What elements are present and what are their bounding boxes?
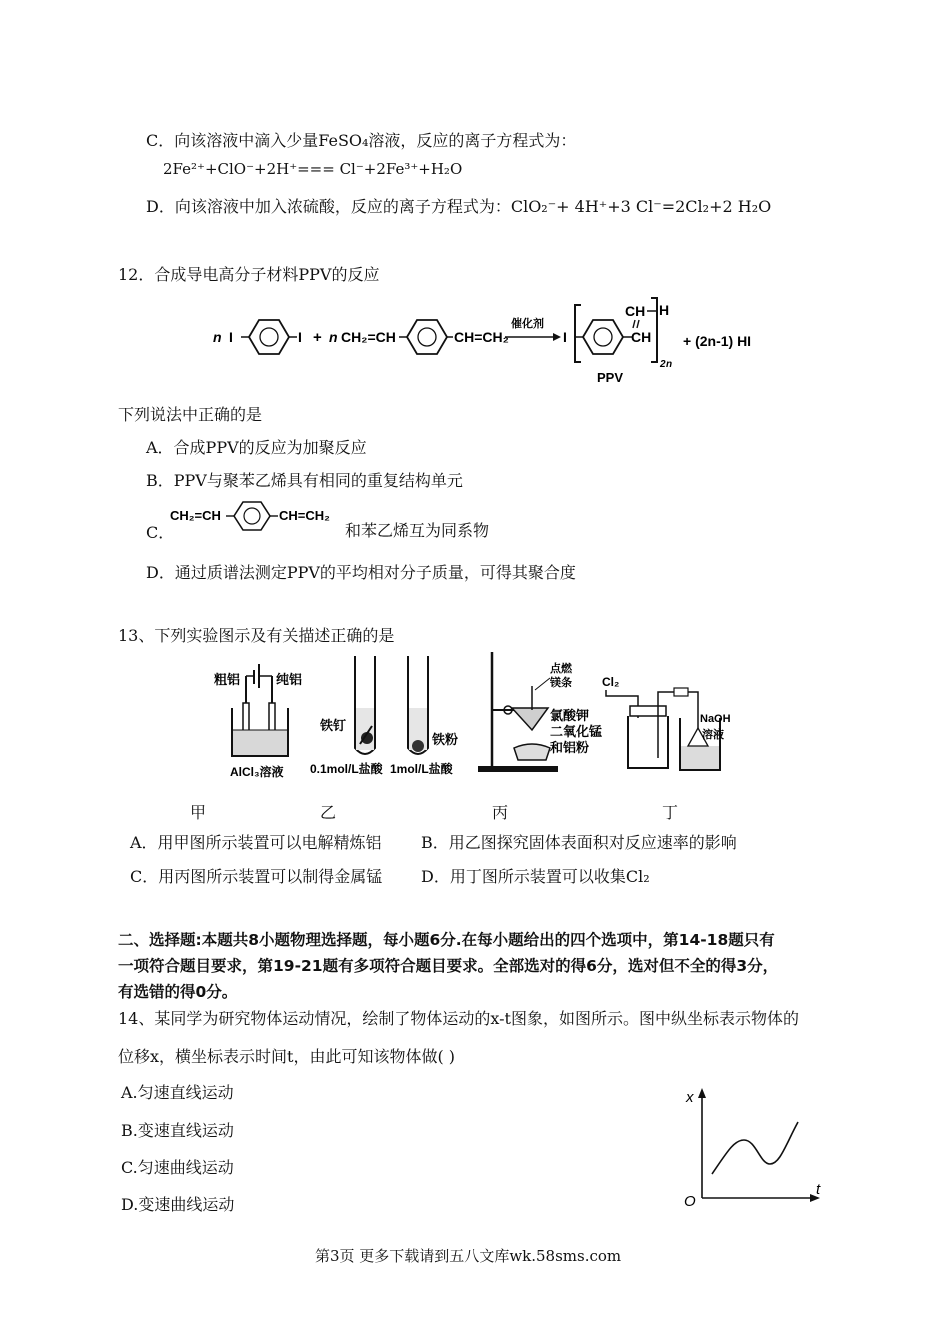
section2-line2: 一项符合题目要求，第19-21题有多项符合题目要求。全部选对的得6分，选对但不全的得3分， [118,957,779,975]
section2-line1: 二、选择题:本题共8小题物理选择题，每小题6分.在每小题给出的四个选项中，第14-18题只有 [118,931,775,949]
q14-option-c: C.匀速曲线运动 [121,1158,234,1177]
apparatus-bing [478,652,602,772]
y-axis-arrow-icon [698,1088,706,1098]
q13-stem: 13、下列实验图示及有关描述正确的是 [118,626,395,645]
scheme-h-end: H [659,302,670,318]
scheme-n1: n [213,329,222,345]
q12-option-b: B．PPV与聚苯乙烯具有相同的重复结构单元 [146,471,463,490]
q12-option-c-text: 和苯乙烯互为同系物 [345,521,490,540]
scheme-ch-top: CH [625,303,646,319]
benzene-ring-3-icon [583,320,623,354]
optc-benzene-ring-icon [234,502,270,530]
svg-text:2: 2 [660,359,666,370]
q13-apparatus-figure [210,648,770,783]
q11-option-d: D．向该溶液中加入浓硫酸，反应的离子方程式为：ClO₂⁻+ 4H⁺+3 Cl⁻=2Cl₂+2 H₂O [146,197,772,216]
label-solution: 溶液 [702,729,724,741]
graph-x-label: t [816,1181,821,1198]
scheme-vinyl-right: CH=CH₂ [454,329,509,345]
label-mg-strip: 镁条 [550,677,572,689]
label-kclo3: 氯酸钾 [550,708,590,723]
apparatus-yi [310,656,458,776]
apparatus-ding [602,675,731,770]
xt-curve [712,1122,798,1174]
label-iron-nail: 铁钉 [320,718,347,733]
q13-label-jia: 甲 [190,803,207,822]
q14-stem-line2: 位移x，横坐标表示时间t，由此可知该物体做( ) [118,1047,456,1066]
q14-option-a: A.匀速直线运动 [121,1083,234,1102]
q12-stem: 12．合成导电高分子材料PPV的反应 [118,265,380,284]
q14-option-d: D.变速曲线运动 [121,1195,235,1214]
label-crude-al: 粗铝 [214,672,241,687]
label-mno2: 二氧化锰 [550,724,603,739]
scheme-iodine-left: I [229,329,233,345]
q12-option-c-structure [168,500,346,540]
scheme-plus: + [313,329,322,346]
section2-line3: 有选错的得0分。 [118,983,238,1001]
scheme-byproduct: + (2n-1) HI [683,333,752,349]
benzene-ring-1-icon [249,320,289,354]
apparatus-jia [214,664,302,779]
scheme-ppv-label: PPV [597,370,624,385]
label-al-powder: 和铝粉 [550,740,590,755]
q14-xt-graph [672,1082,832,1210]
q13-label-bing: 丙 [492,803,509,822]
scheme-n2: n [329,329,338,345]
label-ignite: 点燃 [550,663,572,675]
label-naoh: NaOH [700,713,731,725]
label-iron-powder: 铁粉 [432,732,459,747]
scheme-vinyl-left: CH₂=CH [341,329,396,345]
label-pure-al: 纯铝 [276,672,303,687]
q11-option-c-equation: 2Fe²⁺+ClO⁻+2H⁺=== Cl⁻+2Fe³⁺+H₂O [163,160,463,178]
q12-option-c-label: C． [146,523,175,542]
q13-option-a: A．用甲图所示装置可以电解精炼铝 [130,833,382,852]
reaction-arrow-icon [553,333,561,341]
label-acid1: 0.1mol/L盐酸 [310,762,383,776]
graph-y-label: x [686,1089,694,1106]
q12-reaction-scheme [205,290,765,390]
label-acid2: 1mol/L盐酸 [390,762,453,776]
q12-prompt: 下列说法中正确的是 [118,405,263,424]
q13-option-b: B．用乙图探究固体表面积对反应速率的影响 [421,833,737,852]
optc-vinyl-left: CH₂=CH [170,508,221,523]
scheme-subscript: n [666,359,673,370]
q12-option-d: D．通过质谱法测定PPV的平均相对分子质量，可得其聚合度 [146,563,576,582]
q13-option-d: D．用丁图所示装置可以收集Cl₂ [421,867,650,886]
benzene-ring-2-icon [407,320,447,354]
scheme-iodine-end: I [563,329,567,345]
q13-label-ding: 丁 [662,803,679,822]
q13-option-c: C．用丙图所示装置可以制得金属锰 [130,867,383,886]
scheme-ch-bottom: CH [631,329,652,345]
graph-origin-label: O [684,1193,696,1210]
scheme-iodine-right: I [298,329,302,345]
scheme-catalyst: 催化剂 [511,318,544,330]
q13-label-yi: 乙 [320,803,337,822]
label-cl2: Cl₂ [602,675,620,689]
q14-stem-line1: 14、某同学为研究物体运动情况，绘制了物体运动的x-t图象，如图所示。图中纵坐标表示物体的 [118,1009,799,1028]
page-footer: 第3页 更多下载请到五八文库wk.58sms.com [315,1247,622,1265]
q14-option-b: B.变速直线运动 [121,1121,234,1140]
q11-option-c: C．向该溶液中滴入少量FeSO₄溶液，反应的离子方程式为： [146,131,577,150]
label-alcl3: AlCl₃溶液 [230,765,284,779]
optc-vinyl-right: CH=CH₂ [279,508,330,523]
q12-option-a: A．合成PPV的反应为加聚反应 [146,438,367,457]
